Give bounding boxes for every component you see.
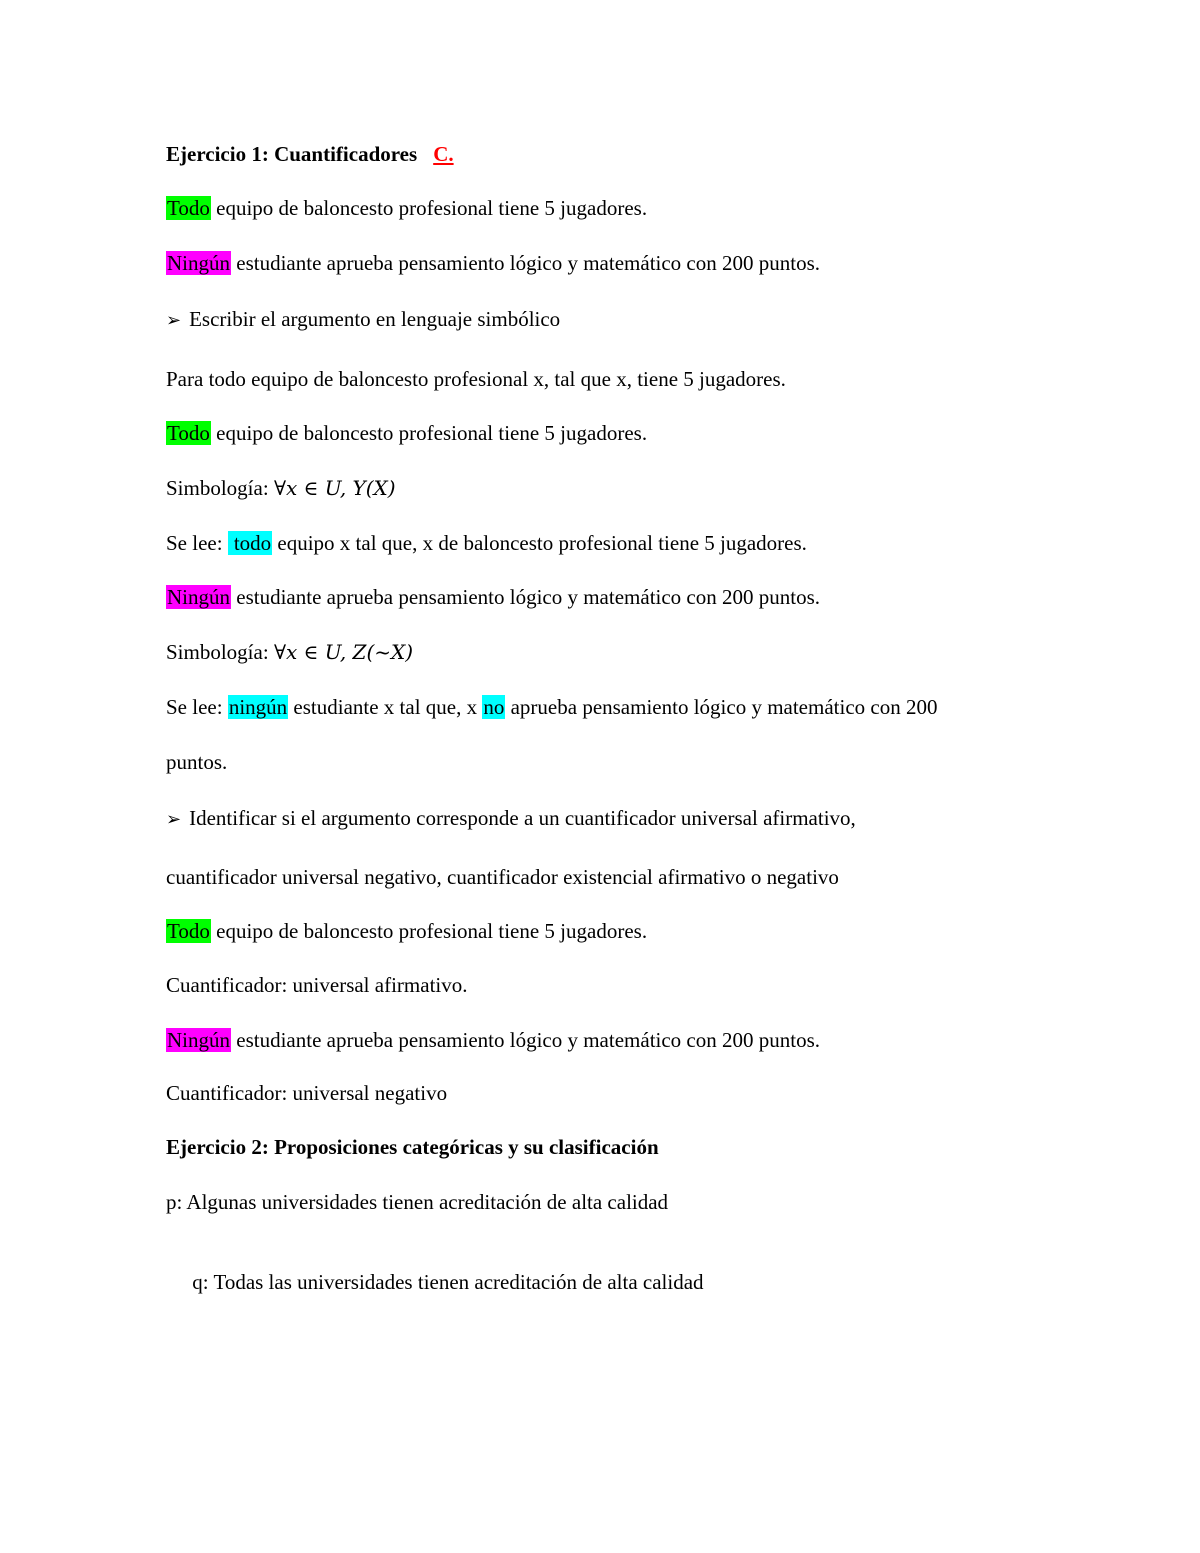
se-lee-cont-text: puntos. [166, 750, 228, 774]
exercise-1-marker-link[interactable]: C. [433, 142, 454, 166]
statement-text: equipo de baloncesto profesional tiene 5 jugadores. [210, 196, 648, 220]
cuantificador-2 [166, 1080, 447, 1106]
cuantificador-text: Cuantificador: universal afirmativo. [166, 973, 468, 997]
highlight-todo: Todo [167, 421, 210, 445]
se-lee-label: Se lee: [166, 695, 228, 719]
exercise-2-heading [166, 1134, 659, 1160]
proposition-q-text: q: Todas las universidades tienen acreditación de alta calidad [187, 1270, 704, 1294]
simbologia-label: Simbología: [166, 476, 274, 500]
statement-text: estudiante aprueba pensamiento lógico y matemático con 200 puntos. [231, 585, 821, 609]
cuantificador-text: Cuantificador: universal negativo [166, 1081, 448, 1105]
bullet-escribir [166, 306, 560, 334]
proposition-p-text: p: Algunas universidades tienen acreditación de alta calidad [166, 1190, 669, 1214]
highlight-ningun: Ningún [167, 1028, 230, 1052]
arrow-bullet-icon: ➢ [166, 310, 182, 331]
se-lee-1 [166, 530, 807, 556]
exercise-1-heading [166, 141, 454, 167]
highlight-todo: Todo [167, 196, 210, 220]
se-lee-2-continuation [166, 749, 227, 775]
highlight-todo-cyan: todo [228, 531, 272, 555]
statement-text: estudiante aprueba pensamiento lógico y matemático con 200 puntos. [231, 1028, 821, 1052]
statement-text: estudiante aprueba pensamiento lógico y matemático con 200 puntos. [231, 251, 821, 275]
bullet-text: Escribir el argumento en lenguaje simbólico [189, 307, 561, 331]
statement-todo [166, 195, 647, 221]
bullet-text: Identificar si el argumento corresponde a un cuantificador universal afirmativo, [189, 806, 856, 830]
se-lee-text: estudiante x tal que, x [288, 695, 483, 719]
bullet-identificar [166, 805, 856, 833]
proposition-p [166, 1189, 668, 1215]
formula-1: ∀x ∈ U, Y(X) [273, 476, 396, 500]
proposition-q [166, 1243, 704, 1321]
exercise-2-title: Ejercicio 2: Proposiciones categóricas y su clasificación [166, 1135, 659, 1159]
se-lee-text: equipo x tal que, x de baloncesto profesional tiene 5 jugadores. [272, 531, 807, 555]
simbologia-1 [166, 475, 396, 501]
bullet-text: cuantificador universal negativo, cuantificador existencial afirmativo o negativo [166, 865, 839, 889]
highlight-no-cyan: no [483, 695, 505, 719]
se-lee-label: Se lee: [166, 531, 228, 555]
highlight-ningun: Ningún [167, 251, 230, 275]
para-todo-text: Para todo equipo de baloncesto profesional x, tal que x, tiene 5 jugadores. [166, 367, 786, 391]
bullet-identificar-line2 [166, 864, 839, 890]
statement-todo-repeat [166, 420, 647, 446]
statement-ningun-third [166, 1027, 820, 1053]
statement-text: equipo de baloncesto profesional tiene 5 jugadores. [210, 919, 648, 943]
statement-text: equipo de baloncesto profesional tiene 5 jugadores. [210, 421, 648, 445]
se-lee-text: aprueba pensamiento lógico y matemático con 200 [505, 695, 938, 719]
arrow-bullet-icon: ➢ [166, 809, 182, 830]
simbologia-label: Simbología: [166, 640, 274, 664]
statement-ningun [166, 250, 820, 276]
statement-ningun-repeat [166, 584, 820, 610]
exercise-1-title: Ejercicio 1: Cuantificadores [166, 142, 418, 166]
formula-2: ∀x ∈ U, Z(~X) [273, 640, 414, 664]
para-todo-line [166, 366, 786, 392]
simbologia-2 [166, 639, 413, 665]
cuantificador-1 [166, 972, 468, 998]
highlight-ningun: Ningún [167, 585, 230, 609]
se-lee-2 [166, 694, 937, 720]
highlight-ningun-cyan: ningún [228, 695, 288, 719]
highlight-todo: Todo [167, 919, 210, 943]
statement-todo-third [166, 918, 647, 944]
